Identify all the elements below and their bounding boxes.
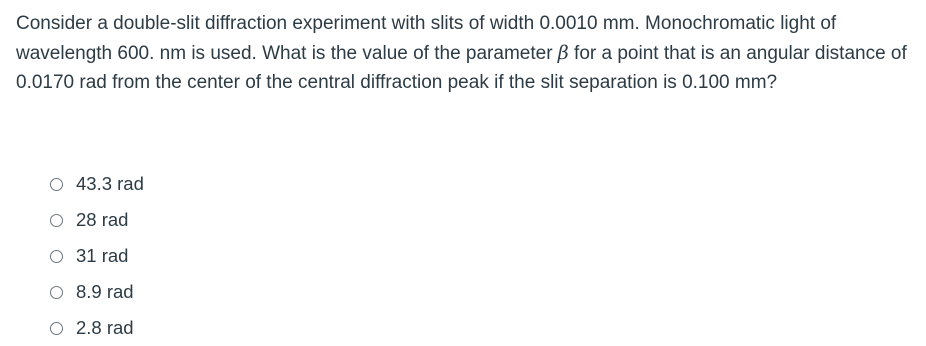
radio-button-icon[interactable]: [50, 214, 63, 227]
answer-option-2[interactable]: [50, 202, 144, 238]
answer-option-4[interactable]: [50, 274, 144, 310]
question-text-part-2: for a point that is an angular distance of 0.0170 rad from the center of the central diffraction peak if the slit separation is 0.100 mm?: [16, 42, 907, 93]
answer-option-label: 28 rad: [76, 209, 129, 230]
question-text: [16, 9, 916, 98]
radio-button-icon[interactable]: [50, 286, 63, 299]
beta-symbol: β: [557, 41, 569, 64]
radio-button-icon[interactable]: [50, 250, 63, 263]
radio-button-icon[interactable]: [50, 178, 63, 191]
answer-option-3[interactable]: [50, 238, 144, 274]
answer-option-5[interactable]: [50, 310, 144, 346]
question-text-part-1: Consider a double-slit diffraction experiment with slits of width 0.0010 mm. Monochromatic light of wavelength 600. nm is used. What is the value of the parameter: [16, 13, 837, 64]
answer-options: [50, 166, 144, 346]
answer-option-label: 8.9 rad: [76, 281, 134, 302]
answer-option-1[interactable]: [50, 166, 144, 202]
answer-option-label: 2.8 rad: [76, 317, 134, 338]
answer-option-label: 31 rad: [76, 245, 129, 266]
radio-button-icon[interactable]: [50, 322, 63, 335]
answer-option-label: 43.3 rad: [76, 173, 144, 194]
